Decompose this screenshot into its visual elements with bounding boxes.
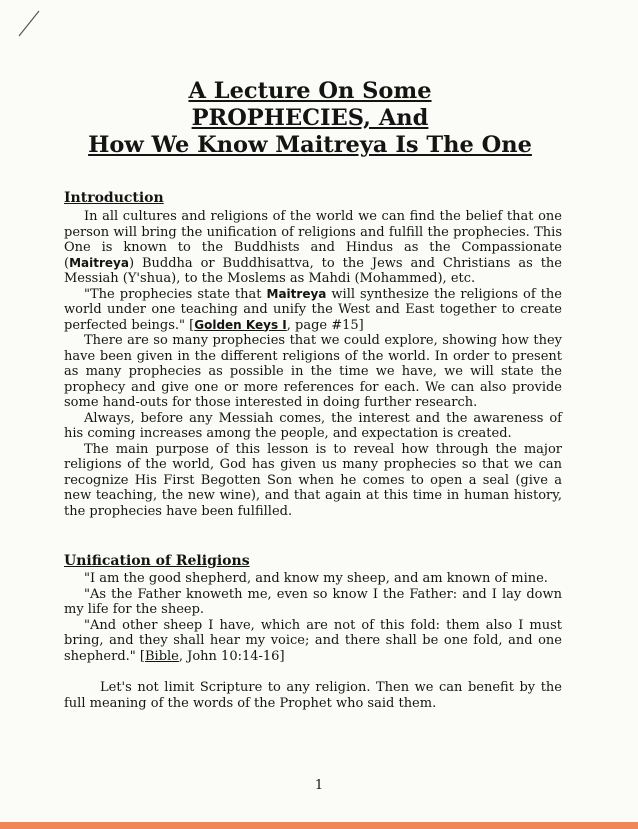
intro-paragraph-3: There are so many prophecies that we could explore, showing how they have been given in the different religions of the world. In order to present as many prophecies as possible in the time we have, we will state the prophecy and give one or more references for each. We can also provide some hand-outs for those interested in doing further research.	[64, 333, 562, 410]
intro-paragraph-1: In all cultures and religions of the world we can find the belief that one person will bring the unification of religions and fulfill the prophecies. This One is known to the Buddhists and Hindus as the Compassionate (Maitreya) Buddha or Buddhisattva, to the Jews and Christians as the Messiah (Y'shua), to the Moslems as Mahdi (Mohammed), etc.	[64, 209, 562, 286]
intro-paragraph-5: The main purpose of this lesson is to reveal how through the major religions of the world, God has given us many prophecies so that we can recognize His First Begotten Son when he comes to open a seal (give a new teaching, the new wine), and that again at this time in human history, the prophecies have been fulfilled.	[64, 441, 562, 519]
closing-paragraph-block	[64, 680, 562, 711]
page-title	[60, 78, 560, 159]
title-line-1: A Lecture On Some	[188, 78, 432, 104]
title-line-2: PROPHECIES, And	[191, 105, 429, 131]
golden-keys-reference: Golden Keys I	[194, 317, 287, 332]
title-line-3: How We Know Maitreya Is The One	[88, 132, 532, 158]
unification-body	[64, 571, 562, 664]
introduction-body	[64, 209, 562, 519]
quote-2: "As the Father knoweth me, even so know I the Father: and I lay down my life for the sheep.	[64, 586, 562, 617]
page-number: 1	[314, 778, 324, 793]
bottom-edge-stripe	[0, 822, 638, 829]
unification-heading: Unification of Religions	[64, 553, 250, 569]
intro-paragraph-2: "The prophecies state that Maitreya will synthesize the religions of the world under one teaching and unify the West and East together to create perfected beings." [Golden Keys I, page #15]	[64, 286, 562, 333]
quote-1: "I am the good shepherd, and know my sheep, and am known of mine.	[84, 571, 548, 586]
pencil-mark	[16, 8, 42, 38]
closing-paragraph: Let's not limit Scripture to any religion. Then we can benefit by the full meaning of the words of the Prophet who said them.	[64, 680, 562, 711]
introduction-heading: Introduction	[64, 190, 164, 206]
intro-paragraph-4: Always, before any Messiah comes, the interest and the awareness of his coming increases among the people, and expectation is created.	[64, 410, 562, 441]
quote-3: "And other sheep I have, which are not of this fold: them also I must bring, and they shall hear my voice; and there shall be one fold, and one shepherd." [Bible, John 10:14-16]	[64, 617, 562, 664]
bible-reference: Bible	[144, 648, 179, 664]
